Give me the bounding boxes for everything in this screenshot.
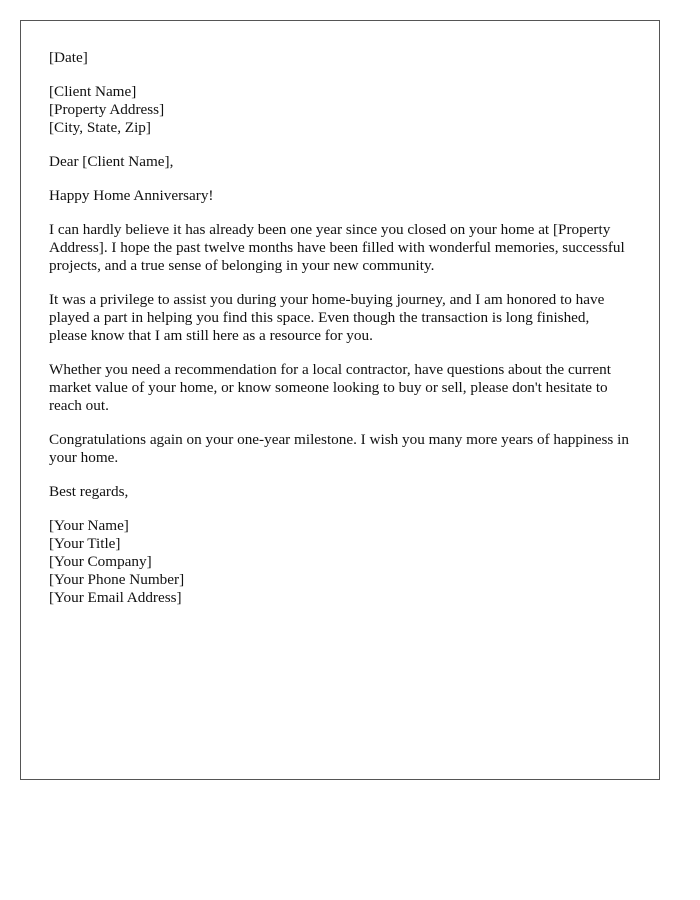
greeting: Happy Home Anniversary! (49, 187, 214, 204)
closing-block (49, 483, 629, 501)
letter-date: [Date] (49, 49, 88, 66)
signature-name: [Your Name] (49, 517, 129, 534)
letter-page (20, 20, 660, 780)
body-paragraph-1: I can hardly believe it has already been one year since you closed on your home at [Property Address]. I hope the past twelve months have been filled with wonderful memories, successful projects, and a true sense of belonging in your new community. (49, 221, 625, 274)
signature-title: [Your Title] (49, 535, 121, 552)
salutation-block (49, 153, 629, 171)
salutation: Dear [Client Name], (49, 153, 174, 170)
signature-block (49, 517, 629, 607)
date-block (49, 49, 629, 67)
signature-phone: [Your Phone Number] (49, 571, 185, 588)
greeting-block (49, 187, 629, 205)
body-paragraph-3: Whether you need a recommendation for a local contractor, have questions about the current market value of your home, or know someone looking to buy or sell, please don't hesitate to reach out. (49, 361, 611, 414)
signature-email: [Your Email Address] (49, 589, 182, 606)
body-paragraph-2: It was a privilege to assist you during your home-buying journey, and I am honored to have played a part in helping you find this space. Even though the transaction is long finished, please know that I am still here as a resource for you. (49, 291, 605, 344)
closing: Best regards, (49, 483, 129, 500)
recipient-name: [Client Name] (49, 83, 137, 100)
signature-company: [Your Company] (49, 553, 152, 570)
recipient-city-state-zip: [City, State, Zip] (49, 119, 151, 136)
letter-content (49, 49, 629, 623)
body-paragraph-4: Congratulations again on your one-year milestone. I wish you many more years of happiness in your home. (49, 431, 629, 466)
recipient-block (49, 83, 629, 137)
recipient-address: [Property Address] (49, 101, 165, 118)
